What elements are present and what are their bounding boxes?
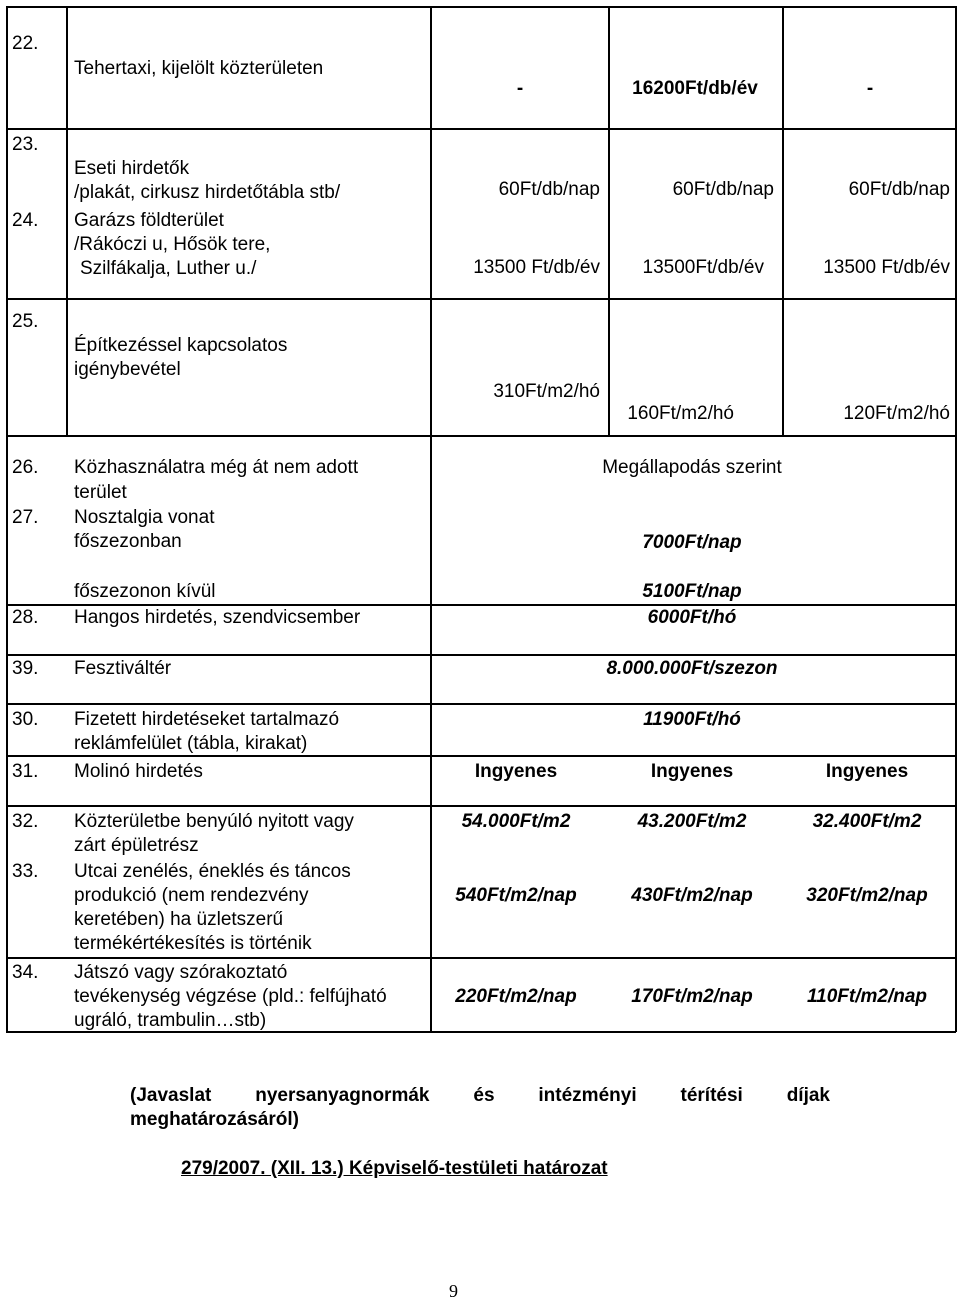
- fee-merged: Megállapodás szerint: [602, 457, 782, 478]
- row-divider: [6, 957, 956, 959]
- fee-col3: 320Ft/m2/nap: [806, 885, 928, 906]
- footer-note: meghatározásáról): [130, 1109, 299, 1130]
- fee-col2: 43.200Ft/m2: [637, 811, 747, 832]
- row-number: 39.: [12, 658, 39, 679]
- fee-col2: 170Ft/m2/nap: [631, 986, 753, 1007]
- row-label: Nosztalgia vonat: [74, 507, 215, 528]
- row-label: Fizetett hirdetéseket tartalmazó: [74, 709, 340, 730]
- row-label: Molinó hirdetés: [74, 761, 203, 782]
- row-label: zárt épületrész: [74, 835, 199, 856]
- fee-col2: 430Ft/m2/nap: [631, 885, 753, 906]
- row-label: Játszó vagy szórakoztató: [74, 962, 288, 983]
- fee-col3: 32.400Ft/m2: [812, 811, 922, 832]
- row-divider: [6, 435, 956, 437]
- fee-col2: Ingyenes: [650, 761, 734, 782]
- row-number: 31.: [12, 761, 39, 782]
- row-divider: [6, 298, 956, 300]
- fee-col1: 310Ft/m2/hó: [493, 381, 600, 402]
- row-label: termékértékesítés is történik: [74, 933, 312, 954]
- row-label: keretében) ha üzletszerű: [74, 909, 284, 930]
- table-divider-num: [66, 6, 68, 436]
- fee-col1: 13500 Ft/db/év: [473, 257, 600, 278]
- row-label: igénybevétel: [74, 359, 181, 380]
- fee-col1: 220Ft/m2/nap: [455, 986, 577, 1007]
- fee-col3: Ingyenes: [825, 761, 909, 782]
- fee-col2: 160Ft/m2/hó: [627, 403, 734, 424]
- row-number: 24.: [12, 210, 39, 231]
- table-border-right: [955, 6, 957, 1032]
- fee-merged: 8.000.000Ft/szezon: [606, 658, 778, 679]
- fee-col2: 13500Ft/db/év: [642, 257, 764, 278]
- row-label: Építkezéssel kapcsolatos: [74, 335, 288, 356]
- fee-col1: 540Ft/m2/nap: [455, 885, 577, 906]
- table-divider-label: [430, 6, 432, 1032]
- table-divider-col2: [608, 6, 610, 436]
- row-label: Fesztiváltér: [74, 658, 172, 679]
- page-number: 9: [449, 1281, 458, 1301]
- row-number: 33.: [12, 861, 39, 882]
- row-label: Szilfákalja, Luther u./: [80, 258, 257, 279]
- row-label: Tehertaxi, kijelölt közterületen: [74, 58, 324, 79]
- fee-merged: 7000Ft/nap: [642, 532, 742, 553]
- row-number: 30.: [12, 709, 39, 730]
- fee-col3: 110Ft/m2/nap: [806, 986, 928, 1007]
- row-label: Utcai zenélés, éneklés és táncos: [74, 861, 351, 882]
- fee-col3: 120Ft/m2/hó: [843, 403, 950, 424]
- fee-col1: -: [516, 78, 524, 99]
- fee-col2: 16200Ft/db/év: [632, 78, 758, 99]
- row-label: produkció (nem rendezvény: [74, 885, 309, 906]
- table-divider-col3: [782, 6, 784, 436]
- row-label: Közterületbe benyúló nyitott vagy: [74, 811, 354, 832]
- table-border-left: [6, 6, 8, 1032]
- row-number: 22.: [12, 33, 39, 54]
- row-divider: [6, 703, 956, 705]
- row-label: terület: [74, 482, 127, 503]
- row-label: Közhasználatra még át nem adott: [74, 457, 359, 478]
- row-label: Garázs földterület: [74, 210, 224, 231]
- row-label: Hangos hirdetés, szendvicsember: [74, 607, 361, 628]
- row-label: Eseti hirdetők: [74, 158, 190, 179]
- fee-col3: 13500 Ft/db/év: [823, 257, 950, 278]
- row-number: 25.: [12, 311, 39, 332]
- fee-merged: 6000Ft/hó: [647, 607, 737, 628]
- fee-col1: 54.000Ft/m2: [461, 811, 571, 832]
- row-number: 32.: [12, 811, 39, 832]
- row-number: 28.: [12, 607, 39, 628]
- row-divider: [6, 805, 956, 807]
- decision-reference: 279/2007. (XII. 13.) Képviselő-testületi határozat: [181, 1158, 608, 1179]
- row-divider: [6, 654, 956, 656]
- row-number: 34.: [12, 962, 39, 983]
- row-label: reklámfelület (tábla, kirakat): [74, 733, 308, 754]
- row-number: 23.: [12, 134, 39, 155]
- fee-col3: -: [866, 78, 874, 99]
- row-label: főszezonon kívül: [74, 581, 216, 602]
- table-border-top: [6, 6, 956, 8]
- fee-merged: 5100Ft/nap: [642, 581, 742, 602]
- fee-col1: Ingyenes: [474, 761, 558, 782]
- row-label: főszezonban: [74, 531, 182, 552]
- fee-col3: 60Ft/db/nap: [848, 179, 950, 200]
- row-number: 27.: [12, 507, 39, 528]
- row-label: /Rákóczi u, Hősök tere,: [74, 234, 271, 255]
- row-label: tevékenység végzése (pld.: felfújható: [74, 986, 387, 1007]
- footer-note: (Javaslat nyersanyagnormák és intézményi térítési díjak: [130, 1085, 830, 1106]
- row-label: ugráló, trambulin…stb): [74, 1010, 267, 1031]
- fee-merged: 11900Ft/hó: [643, 709, 741, 730]
- fee-col1: 60Ft/db/nap: [498, 179, 600, 200]
- row-number: 26.: [12, 457, 39, 478]
- row-label: /plakát, cirkusz hirdetőtábla stb/: [74, 182, 341, 203]
- row-divider: [6, 128, 956, 130]
- fee-col2: 60Ft/db/nap: [672, 179, 774, 200]
